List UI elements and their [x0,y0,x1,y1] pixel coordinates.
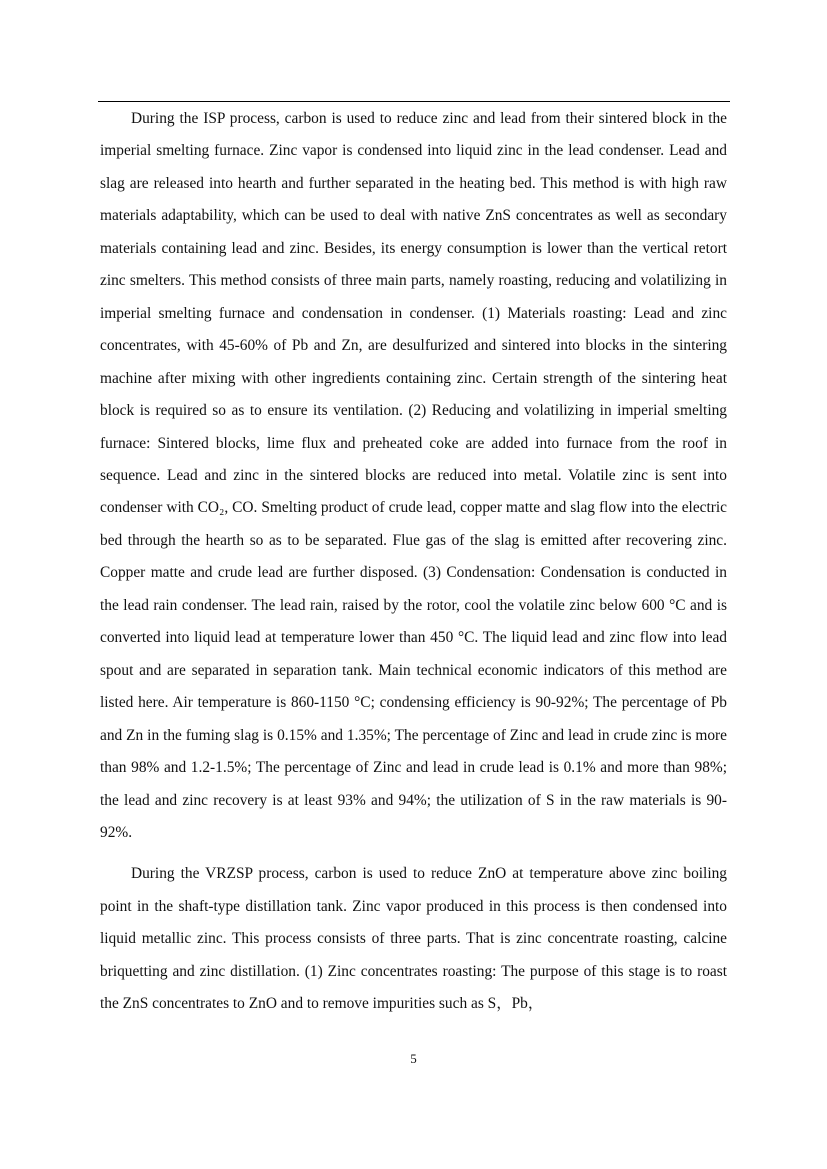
header-rule [98,101,730,102]
body-text [100,103,727,1021]
page-number: 5 [410,1051,417,1066]
paragraph-isp-process: During the ISP process, carbon is used to reduce zinc and lead from their sintered block in the imperial smelting furnace. Zinc vapor is condensed into liquid zinc in the lead condenser. Lead and slag are released into hearth and further separated in the heating bed. This method is with high raw materials adaptability, which can be used to deal with native ZnS concentrates as well as secondary materials containing lead and zinc. Besides, its energy consumption is lower than the vertical retort zinc smelters. This method consists of three main parts, namely roasting, reducing and volatilizing in imperial smelting furnace and condensation in condenser. (1) Materials roasting: Lead and zinc concentrates, with 45-60% of Pb and Zn, are desulfurized and sintered into blocks in the sintering machine after mixing with other ingredients containing zinc. Certain strength of the sintering heat block is required so as to ensure its ventilation. (2) Reducing and volatilizing in imperial smelting furnace: Sintered blocks, lime flux and preheated coke are added into furnace from the roof in sequence. Lead and zinc in the sintered blocks are reduced into metal. Volatile zinc is sent into condenser with CO₂, CO. Smelting product of crude lead, copper matte and slag flow into the electric bed through the hearth so as to be separated. Flue gas of the slag is emitted after recovering zinc. Copper matte and crude lead are further disposed. (3) Condensation: Condensation is conducted in the lead rain condenser. The lead rain, raised by the rotor, cool the volatile zinc below 600 °C and is converted into liquid lead at temperature lower than 450 °C. The liquid lead and zinc flow into lead spout and are separated in separation tank. Main technical economic indicators of this method are listed here. Air temperature is 860-1150 °C; condensing efficiency is 90-92%; The percentage of Pb and Zn in the fuming slag is 0.15% and 1.35%; The percentage of Zinc and lead in crude zinc is more than 98% and 1.2-1.5%; The percentage of Zinc and lead in crude lead is 0.1% and more than 98%; the lead and zinc recovery is at least 93% and 94%; the utilization of S in the raw materials is 90-92%. [100,110,727,841]
paragraph-vrzsp-process: During the VRZSP process, carbon is used to reduce ZnO at temperature above zinc boiling point in the shaft-type distillation tank. Zinc vapor produced in this process is then condensed into liquid metallic zinc. This process consists of three parts. That is zinc concentrate roasting, calcine briquetting and zinc distillation. (1) Zinc concentrates roasting: The purpose of this stage is to roast the ZnS concentrates to ZnO and to remove impurities such as S，Pb， [100,865,727,1013]
